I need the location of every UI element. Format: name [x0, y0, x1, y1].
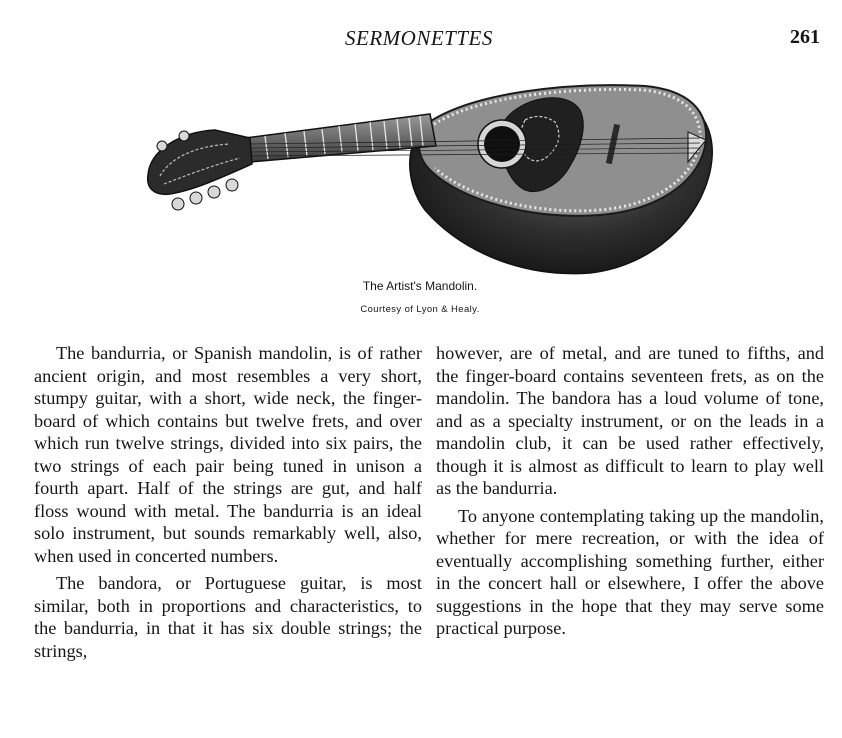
paragraph-bandora-continued: however, are of metal, and are tuned to fifths, and the finger-board contains seventeen frets, as on the mandolin. The bandora has a loud volume of tone, and as a specialty instrument, or on the leads in a mandolin club, it can be used rather effectively, though it is almost as difficult to learn to play well as the bandurria. [436, 343, 824, 498]
left-column [34, 342, 422, 662]
running-title: SERMONETTES [345, 26, 493, 50]
paragraph-bandora: The bandora, or Portuguese guitar, is most similar, both in proportions and characteristics, to the bandurria, in that it has six double strings; the strings, [34, 573, 422, 661]
paragraph-conclusion: To anyone contemplating taking up the mandolin, whether for mere recreation, or with the idea of eventually accomplishing something further, either in the concert hall or elsewhere, I offer the above suggestions in the hope that they may serve some practical purpose. [436, 505, 824, 638]
mandolin-soundhole [484, 126, 520, 162]
right-column [436, 342, 824, 640]
page-number: 261 [790, 26, 820, 48]
paragraph-bandurria: The bandurria, or Spanish mandolin, is of rather ancient origin, and most resembles a very short, stumpy guitar, with a short, wide neck, the finger-board of which contains but twelve frets, and over which run twelve strings, divided into six pairs, the two strings of each pair being tuned in unison a fourth apart. Half of the strings are gut, and half floss wound with metal. The bandurria is an ideal solo instrument, but sounds remarkably well, also, when used in concerted numbers. [34, 343, 422, 566]
running-head [0, 26, 842, 56]
mandolin-drawing [140, 80, 720, 280]
figure-caption: The Artist's Mandolin. [362, 279, 478, 293]
figure-credit: Courtesy of Lyon & Healy. [360, 304, 480, 315]
mandolin-illustration [140, 80, 720, 280]
